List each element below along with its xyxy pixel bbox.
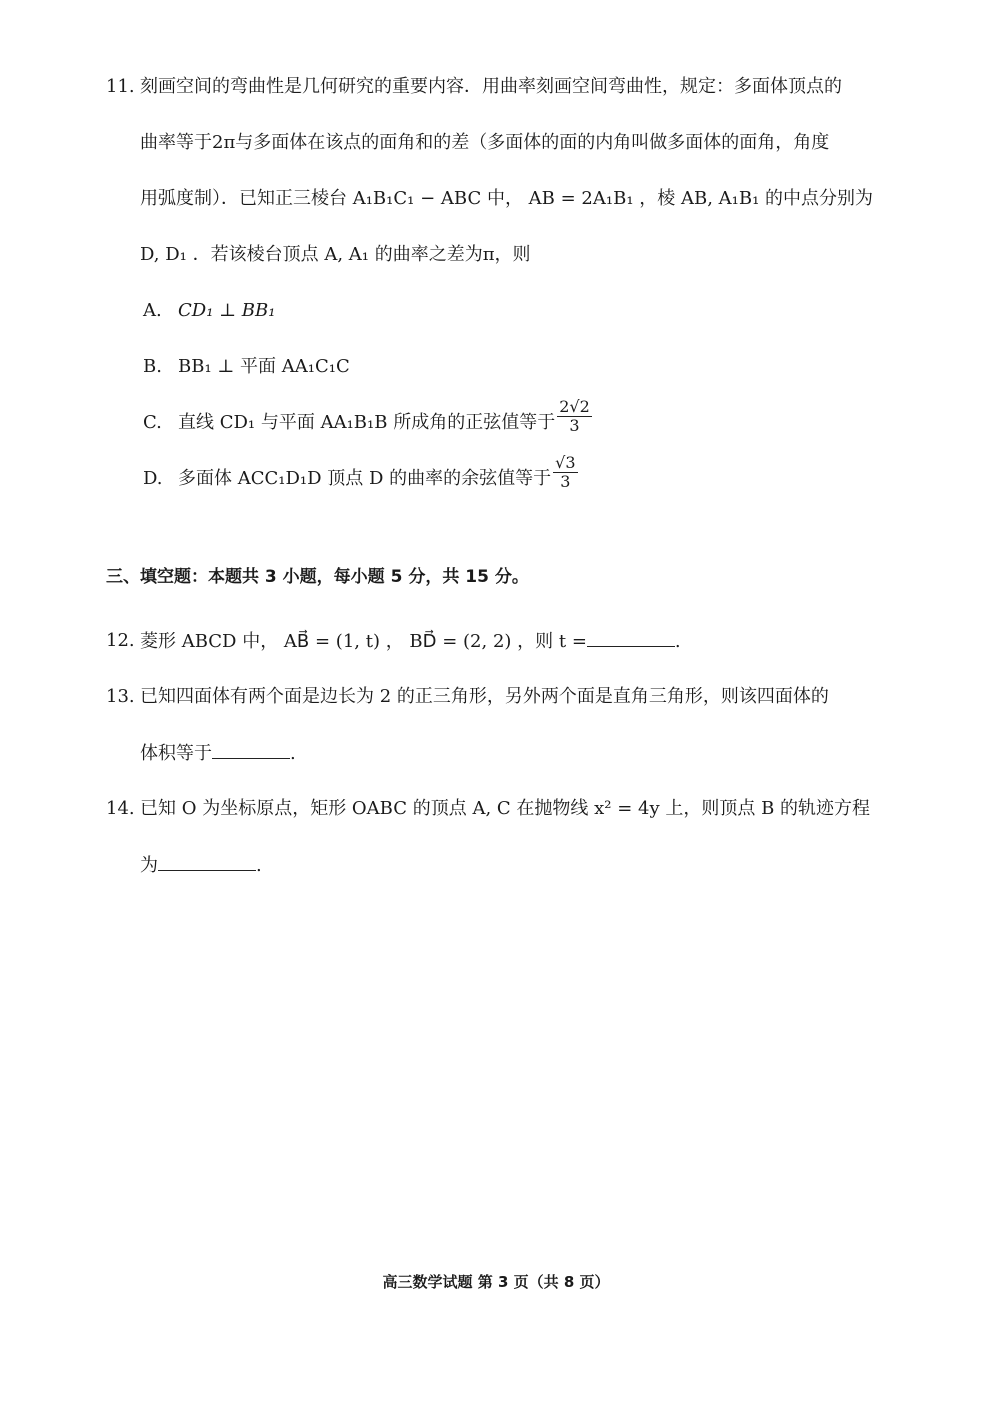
answer-blank[interactable] bbox=[158, 852, 256, 871]
q11-text-line2: 曲率等于2π与多面体在该点的面角和的差（多面体的面的内角叫做多面体的面角，角度 bbox=[140, 132, 830, 153]
q13-number: 13. bbox=[106, 686, 135, 707]
q14-end: . bbox=[256, 855, 262, 876]
option-letter: B. bbox=[143, 356, 162, 377]
option-text: 多面体 ACC₁D₁D 顶点 D 的曲率的余弦值等于 bbox=[178, 468, 552, 489]
q12-end: . bbox=[674, 631, 681, 652]
fraction-denominator: 3 bbox=[569, 415, 580, 435]
fraction-denominator: 3 bbox=[560, 471, 571, 491]
q11-number: 11. bbox=[106, 76, 135, 97]
q13-end: . bbox=[290, 743, 296, 764]
q12-number: 12. bbox=[106, 630, 135, 651]
q14-number: 14. bbox=[106, 798, 135, 819]
q14-text-line2: 为 bbox=[140, 855, 158, 876]
answer-blank[interactable] bbox=[587, 628, 675, 647]
q11-text-line4: D, D₁ ．若该棱台顶点 A, A₁ 的曲率之差为π，则 bbox=[140, 244, 531, 265]
q11-text-line1: 刻画空间的弯曲性是几何研究的重要内容．用曲率刻画空间弯曲性，规定：多面体顶点的 bbox=[140, 76, 842, 97]
fraction bbox=[557, 398, 592, 435]
option-text: CD₁ ⊥ BB₁ bbox=[178, 300, 276, 321]
fraction bbox=[553, 454, 577, 491]
page-footer: 高三数学试题 第 3 页（共 8 页） bbox=[382, 1273, 610, 1291]
q13-text-line2: 体积等于 bbox=[140, 743, 212, 764]
q14-text-line1: 已知 O 为坐标原点，矩形 OABC 的顶点 A, C 在抛物线 x² = 4y 上，则顶点 B 的轨迹方程 bbox=[140, 798, 871, 819]
fraction-numerator: 2√2 bbox=[559, 396, 590, 416]
fraction-numerator: √3 bbox=[555, 452, 576, 472]
option-text: 直线 CD₁ 与平面 AA₁B₁B 所成角的正弦值等于 bbox=[178, 412, 556, 433]
option-letter: D. bbox=[143, 468, 163, 489]
answer-blank[interactable] bbox=[212, 740, 290, 759]
q13-text-line1: 已知四面体有两个面是边长为 2 的正三角形，另外两个面是直角三角形，则该四面体的 bbox=[140, 686, 829, 707]
option-letter: A. bbox=[143, 300, 162, 321]
q12-text: 菱形 ABCD 中， AB⃗ = (1, t) ， BD⃗ = (2, 2) ，则 t = bbox=[140, 631, 587, 652]
q11-text-line3: 用弧度制）．已知正三棱台 A₁B₁C₁ − ABC 中， AB = 2A₁B₁ ，棱 AB, A₁B₁ 的中点分别为 bbox=[140, 188, 874, 209]
option-text: BB₁ ⊥ 平面 AA₁C₁C bbox=[178, 356, 350, 377]
option-letter: C. bbox=[143, 412, 162, 433]
section-heading: 三、填空题：本题共 3 小题，每小题 5 分，共 15 分。 bbox=[106, 567, 529, 587]
